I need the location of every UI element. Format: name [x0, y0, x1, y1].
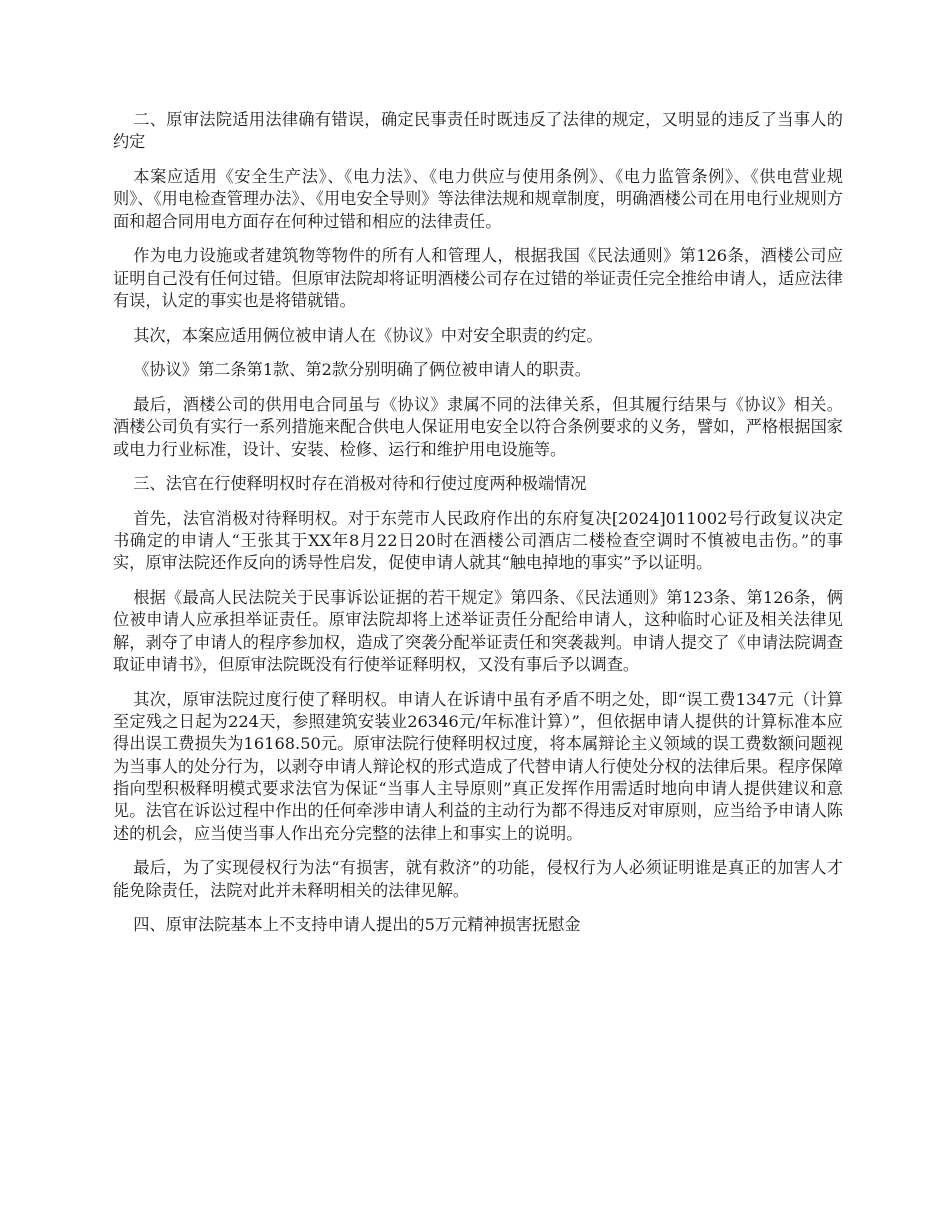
- paragraph-agreement-clauses: 《协议》第二条第1款、第2款分别明确了俩位被申请人的职责。: [133, 360, 591, 380]
- paragraph-evidence-rules: 根据《最高人民法院关于民事诉讼证据的若干规定》第四条、《民法通则》第123条、第126条，俩位被申请人应承担举证责任。原审法院却将上述举证责任分配给申请人，这种临时心证及相关法律见解，剥夺了申请人的程序参加权，造成了突袭分配举证责任和突袭裁判。申请人提交了《申请法院调查取证申请书》，但原审法院既没有行使举证释明权，又没有事后予以调查。: [113, 588, 843, 675]
- paragraph-excessive-clarification: 其次，原审法院过度行使了释明权。申请人在诉请中虽有矛盾不明之处，即“误工费1347元（计算至定残之日起为224天，参照建筑安装业26346元/年标准计算）”，但依据申请人提供的计算标准本应得出误工费损失为16168.50元。原审法院行使释明权过度，将本属辩论主义领域的误工费数额问题视为当事人的处分行为，以剥夺申请人辩论权的形式造成了代替申请人行使处分权的法律后果。程序保障指向型积极释明模式要求法官为保证“当事人主导原则”真正发挥作用需适时地向申请人提供建议和意见。法官在诉讼过程中作出的任何牵涉申请人利益的主动行为都不得违反对审原则，应当给予申请人陈述的机会，应当使当事人作出充分完整的法律上和事实上的说明。: [113, 689, 843, 843]
- paragraph-finally-contract: 最后，酒楼公司的供用电合同虽与《协议》隶属不同的法律关系，但其履行结果与《协议》相关。酒楼公司负有实行一系列措施来配合供电人保证用电安全以符合条例要求的义务，譬如，严格根据国家或电力行业标准，设计、安装、检修、运行和维护用电设施等。: [113, 394, 843, 459]
- section-heading-3: 三、法官在行使释明权时存在消极对待和行使过度两种极端情况: [133, 474, 587, 494]
- paragraph-burden-of-proof: 作为电力设施或者建筑物等物件的所有人和管理人，根据我国《民法通则》第126条，酒楼公司应证明自己没有任何过错。但原审法院却将证明酒楼公司存在过错的举证责任完全推给申请人，适应法律有误，认定的事实也是将错就错。: [113, 246, 843, 310]
- paragraph-secondly-agreement: 其次，本案应适用俩位被申请人在《协议》中对安全职责的约定。: [133, 325, 603, 345]
- section-heading-4: 四、原审法院基本上不支持申请人提出的5万元精神损害抚慰金: [133, 915, 581, 935]
- paragraph-tort-remedy: 最后，为了实现侵权行为法“有损害，就有救济”的功能，侵权行为人必须证明谁是真正的加害人才能免除责任，法院对此并未释明相关的法律见解。: [113, 858, 843, 900]
- paragraph-passive-clarification: 首先，法官消极对待释明权。对于东莞市人民政府作出的东府复决[2024]011002号行政复议决定书确定的申请人“王张其于XX年8月22日20时在酒楼公司酒店二楼检查空调时不慎被电击伤。”的事实，原审法院还作反向的诱导性启发，促使申请人就其“触电掉地的事实”予以证明。: [113, 508, 843, 573]
- section-heading-2: 二、原审法院适用法律确有错误，确定民事责任时既违反了法律的规定，又明显的违反了当事人的约定: [113, 110, 843, 152]
- paragraph-applicable-laws: 本案应适用《安全生产法》、《电力法》、《电力供应与使用条例》、《电力监管条例》、《供电营业规则》、《用电检查管理办法》、《用电安全导则》等法律法规和规章制度，明确酒楼公司在用电行业规则方面和超合同用电方面存在何种过错和相应的法律责任。: [113, 166, 843, 231]
- document-body: [113, 109, 843, 949]
